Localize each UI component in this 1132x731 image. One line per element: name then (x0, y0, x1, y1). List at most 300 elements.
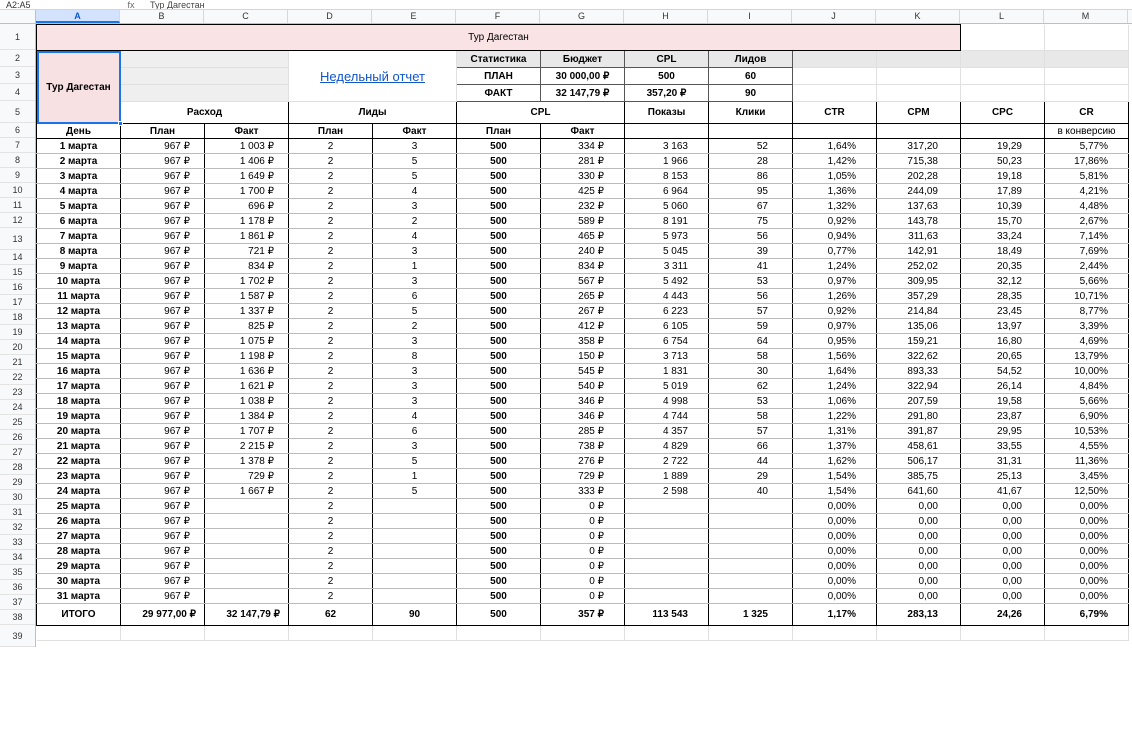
cell-day[interactable]: 19 марта (37, 409, 121, 424)
row-header-12[interactable]: 12 (0, 213, 35, 228)
cell-cr[interactable]: 4,48% (1045, 199, 1129, 214)
row-header-2[interactable]: 2 (0, 50, 35, 67)
cell-empty[interactable] (457, 626, 541, 641)
cell-clicks[interactable]: 64 (709, 334, 793, 349)
cell-K4[interactable] (877, 85, 961, 102)
group-header-cpl[interactable]: CPL (457, 102, 625, 124)
cell-cpc[interactable]: 0,00 (961, 544, 1045, 559)
total-leads-fact[interactable]: 90 (373, 604, 457, 626)
cell-ctr[interactable]: 0,92% (793, 214, 877, 229)
cell-cpc[interactable]: 33,55 (961, 439, 1045, 454)
column-header-F[interactable]: F (456, 10, 540, 23)
cell-cpl-plan[interactable]: 500 (457, 424, 541, 439)
cell-impressions[interactable] (625, 589, 709, 604)
row-header-17[interactable]: 17 (0, 295, 35, 310)
cell-cr[interactable]: 4,55% (1045, 439, 1129, 454)
title-cell[interactable]: Тур Дагестан (37, 25, 961, 51)
column-header-M[interactable]: M (1044, 10, 1128, 23)
cell-cpc[interactable]: 20,35 (961, 259, 1045, 274)
cell-day[interactable]: 24 марта (37, 484, 121, 499)
cell-leads-plan[interactable]: 2 (289, 394, 373, 409)
cell-expense-plan[interactable]: 967 ₽ (121, 424, 205, 439)
cell-empty[interactable] (1045, 626, 1129, 641)
cell-cr[interactable]: 0,00% (1045, 574, 1129, 589)
row-header-23[interactable]: 23 (0, 385, 35, 400)
cell-leads-plan[interactable]: 2 (289, 274, 373, 289)
row-header-18[interactable]: 18 (0, 310, 35, 325)
cell-expense-fact[interactable] (205, 589, 289, 604)
cell-cpc[interactable]: 31,31 (961, 454, 1045, 469)
cell-leads-fact[interactable]: 3 (373, 199, 457, 214)
cell-ctr[interactable]: 0,00% (793, 529, 877, 544)
cell-clicks[interactable] (709, 574, 793, 589)
cell-leads-plan[interactable]: 2 (289, 364, 373, 379)
cell-expense-fact[interactable]: 1 667 ₽ (205, 484, 289, 499)
cell-cpm[interactable]: 0,00 (877, 499, 961, 514)
cell-cpc[interactable]: 0,00 (961, 529, 1045, 544)
table-row[interactable] (37, 319, 1129, 334)
group-header-cpm[interactable]: CPM (877, 102, 961, 124)
row-header-7[interactable]: 7 (0, 138, 35, 153)
cell-expense-fact[interactable]: 1 861 ₽ (205, 229, 289, 244)
select-all-corner[interactable] (0, 10, 36, 23)
cell-cpl-plan[interactable]: 500 (457, 289, 541, 304)
stats-fact-budget[interactable]: 32 147,79 ₽ (541, 85, 625, 102)
row-header-28[interactable]: 28 (0, 460, 35, 475)
cell-expense-plan[interactable]: 967 ₽ (121, 394, 205, 409)
cell-cr[interactable]: 6,90% (1045, 409, 1129, 424)
total-leads-plan[interactable]: 62 (289, 604, 373, 626)
cell-cpm[interactable]: 207,59 (877, 394, 961, 409)
name-box[interactable]: A2:A5 (6, 0, 31, 10)
total-expense-plan[interactable]: 29 977,00 ₽ (121, 604, 205, 626)
cell-cpl-plan[interactable]: 500 (457, 379, 541, 394)
cell-clicks[interactable] (709, 589, 793, 604)
cell-clicks[interactable]: 56 (709, 229, 793, 244)
cell-leads-fact[interactable]: 5 (373, 169, 457, 184)
column-header-A[interactable]: A (36, 10, 120, 23)
total-expense-fact[interactable]: 32 147,79 ₽ (205, 604, 289, 626)
cell-ctr[interactable]: 1,54% (793, 469, 877, 484)
table-row[interactable] (37, 289, 1129, 304)
cell-cpm[interactable]: 322,94 (877, 379, 961, 394)
cell-expense-plan[interactable]: 967 ₽ (121, 154, 205, 169)
cell-impressions[interactable]: 1 889 (625, 469, 709, 484)
cell-cpl-fact[interactable]: 334 ₽ (541, 139, 625, 154)
cell-expense-fact[interactable]: 1 636 ₽ (205, 364, 289, 379)
cell-cpl-plan[interactable]: 500 (457, 439, 541, 454)
cell-expense-plan[interactable]: 967 ₽ (121, 574, 205, 589)
stats-fact-cpl[interactable]: 357,20 ₽ (625, 85, 709, 102)
cell-impressions[interactable]: 2 722 (625, 454, 709, 469)
cell-ctr[interactable]: 1,54% (793, 484, 877, 499)
stats-plan-cpl[interactable]: 500 (625, 68, 709, 85)
subheader-ctr[interactable] (793, 124, 877, 139)
cell-expense-plan[interactable]: 967 ₽ (121, 319, 205, 334)
cell-leads-fact[interactable]: 2 (373, 319, 457, 334)
cell-cpc[interactable]: 29,95 (961, 424, 1045, 439)
table-row[interactable] (37, 229, 1129, 244)
table-row[interactable] (37, 589, 1129, 604)
cell-clicks[interactable]: 39 (709, 244, 793, 259)
table-row[interactable] (37, 334, 1129, 349)
cell-cpl-plan[interactable]: 500 (457, 559, 541, 574)
column-header-D[interactable]: D (288, 10, 372, 23)
cell-leads-fact[interactable]: 2 (373, 214, 457, 229)
table-row[interactable] (37, 25, 1129, 51)
cell-impressions[interactable]: 4 829 (625, 439, 709, 454)
cell-leads-plan[interactable]: 2 (289, 424, 373, 439)
cell-cpm[interactable]: 309,95 (877, 274, 961, 289)
row-header-1[interactable]: 1 (0, 24, 35, 50)
cell-cpl-plan[interactable]: 500 (457, 514, 541, 529)
stats-header-budget[interactable]: Бюджет (541, 51, 625, 68)
cell-expense-fact[interactable]: 834 ₽ (205, 259, 289, 274)
subheader-cr-note[interactable]: в конверсию (1045, 124, 1129, 139)
table-row[interactable] (37, 484, 1129, 499)
cell-cpm[interactable]: 202,28 (877, 169, 961, 184)
cell-cpl-fact[interactable]: 346 ₽ (541, 409, 625, 424)
cell-cpl-plan[interactable]: 500 (457, 199, 541, 214)
cell-cpm[interactable]: 291,80 (877, 409, 961, 424)
cell-expense-fact[interactable]: 1 649 ₽ (205, 169, 289, 184)
cell-cpl-plan[interactable]: 500 (457, 214, 541, 229)
row-header-10[interactable]: 10 (0, 183, 35, 198)
subheader-cpl-plan[interactable]: План (457, 124, 541, 139)
subheader-expense-plan[interactable]: План (121, 124, 205, 139)
cell-clicks[interactable]: 66 (709, 439, 793, 454)
cell-cr[interactable]: 10,71% (1045, 289, 1129, 304)
cell-expense-plan[interactable]: 967 ₽ (121, 229, 205, 244)
table-row[interactable] (37, 274, 1129, 289)
cell-ctr[interactable]: 0,95% (793, 334, 877, 349)
cell-leads-plan[interactable]: 2 (289, 559, 373, 574)
cell-leads-fact[interactable] (373, 529, 457, 544)
cell-leads-plan[interactable]: 2 (289, 409, 373, 424)
cell-expense-fact[interactable] (205, 574, 289, 589)
cell-ctr[interactable]: 1,06% (793, 394, 877, 409)
cell-expense-plan[interactable]: 967 ₽ (121, 199, 205, 214)
subheader-clicks[interactable] (709, 124, 793, 139)
table-row[interactable] (37, 102, 1129, 124)
cell-empty[interactable] (877, 626, 961, 641)
cell-empty[interactable] (37, 626, 121, 641)
cell-impressions[interactable] (625, 529, 709, 544)
cell-day[interactable]: 8 марта (37, 244, 121, 259)
cell-expense-fact[interactable] (205, 559, 289, 574)
cell-J4[interactable] (793, 85, 877, 102)
cell-expense-plan[interactable]: 967 ₽ (121, 274, 205, 289)
cell-impressions[interactable]: 8 191 (625, 214, 709, 229)
cell-cpc[interactable]: 0,00 (961, 499, 1045, 514)
cell-cpl-plan[interactable]: 500 (457, 484, 541, 499)
cell-leads-plan[interactable]: 2 (289, 529, 373, 544)
cell-clicks[interactable] (709, 499, 793, 514)
row-header-15[interactable]: 15 (0, 265, 35, 280)
cell-cpc[interactable]: 20,65 (961, 349, 1045, 364)
cell-leads-fact[interactable]: 1 (373, 259, 457, 274)
cell-day[interactable]: 28 марта (37, 544, 121, 559)
cell-expense-fact[interactable] (205, 514, 289, 529)
cell-cr[interactable]: 13,79% (1045, 349, 1129, 364)
cell-expense-plan[interactable]: 967 ₽ (121, 169, 205, 184)
cell-cpm[interactable]: 357,29 (877, 289, 961, 304)
cell-cpm[interactable]: 506,17 (877, 454, 961, 469)
cell-expense-fact[interactable]: 1 198 ₽ (205, 349, 289, 364)
cell-expense-plan[interactable]: 967 ₽ (121, 289, 205, 304)
cell-J3[interactable] (793, 68, 877, 85)
table-row[interactable] (37, 154, 1129, 169)
cell-cpl-fact[interactable]: 330 ₽ (541, 169, 625, 184)
cell-J2[interactable] (793, 51, 877, 68)
cell-day[interactable]: 3 марта (37, 169, 121, 184)
cell-cr[interactable]: 0,00% (1045, 544, 1129, 559)
cell-clicks[interactable]: 53 (709, 394, 793, 409)
cell-clicks[interactable]: 56 (709, 289, 793, 304)
cell-expense-fact[interactable]: 1 702 ₽ (205, 274, 289, 289)
cell-M2[interactable] (1045, 51, 1129, 68)
cell-cr[interactable]: 5,77% (1045, 139, 1129, 154)
cell-expense-fact[interactable]: 1 587 ₽ (205, 289, 289, 304)
cell-cr[interactable]: 4,69% (1045, 334, 1129, 349)
cell-ctr[interactable]: 1,26% (793, 289, 877, 304)
cell-impressions[interactable]: 1 831 (625, 364, 709, 379)
cell-impressions[interactable] (625, 499, 709, 514)
cell-cpm[interactable]: 214,84 (877, 304, 961, 319)
table-row[interactable] (37, 184, 1129, 199)
subheader-cpm[interactable] (877, 124, 961, 139)
cell-expense-plan[interactable]: 967 ₽ (121, 334, 205, 349)
row-header-20[interactable]: 20 (0, 340, 35, 355)
cell-cpm[interactable]: 385,75 (877, 469, 961, 484)
cell-expense-fact[interactable]: 1 038 ₽ (205, 394, 289, 409)
row-header-22[interactable]: 22 (0, 370, 35, 385)
row-header-25[interactable]: 25 (0, 415, 35, 430)
cell-impressions[interactable] (625, 514, 709, 529)
cell-expense-fact[interactable]: 825 ₽ (205, 319, 289, 334)
cell-cpc[interactable]: 19,58 (961, 394, 1045, 409)
cell-leads-plan[interactable]: 2 (289, 484, 373, 499)
cell-expense-plan[interactable]: 967 ₽ (121, 454, 205, 469)
table-row[interactable] (37, 544, 1129, 559)
cell-clicks[interactable] (709, 559, 793, 574)
cell-ctr[interactable]: 1,42% (793, 154, 877, 169)
stats-fact-leads[interactable]: 90 (709, 85, 793, 102)
cell-cpl-fact[interactable]: 333 ₽ (541, 484, 625, 499)
cell-B2[interactable] (121, 51, 289, 68)
cell-clicks[interactable] (709, 529, 793, 544)
cell-cpm[interactable]: 893,33 (877, 364, 961, 379)
cell-ctr[interactable]: 1,22% (793, 409, 877, 424)
table-row[interactable] (37, 199, 1129, 214)
cell-expense-fact[interactable]: 1 384 ₽ (205, 409, 289, 424)
row-header-5[interactable]: 5 (0, 101, 35, 123)
cell-day[interactable]: 23 марта (37, 469, 121, 484)
cell-ctr[interactable]: 0,77% (793, 244, 877, 259)
row-header-21[interactable]: 21 (0, 355, 35, 370)
cell-ctr[interactable]: 0,00% (793, 559, 877, 574)
cell-ctr[interactable]: 1,24% (793, 259, 877, 274)
cell-M4[interactable] (1045, 85, 1129, 102)
column-header-L[interactable]: L (960, 10, 1044, 23)
total-cpc[interactable]: 24,26 (961, 604, 1045, 626)
cell-clicks[interactable]: 52 (709, 139, 793, 154)
group-header-expense[interactable]: Расход (121, 102, 289, 124)
row-header-11[interactable]: 11 (0, 198, 35, 213)
cell-expense-plan[interactable]: 967 ₽ (121, 544, 205, 559)
cell-cpl-plan[interactable]: 500 (457, 319, 541, 334)
cell-day[interactable]: 10 марта (37, 274, 121, 289)
cell-impressions[interactable]: 2 598 (625, 484, 709, 499)
cell-leads-fact[interactable] (373, 544, 457, 559)
table-row[interactable] (37, 409, 1129, 424)
cell-leads-plan[interactable]: 2 (289, 514, 373, 529)
cell-cr[interactable]: 8,77% (1045, 304, 1129, 319)
cell-clicks[interactable]: 57 (709, 304, 793, 319)
total-impressions[interactable]: 113 543 (625, 604, 709, 626)
cell-cpl-fact[interactable]: 465 ₽ (541, 229, 625, 244)
total-clicks[interactable]: 1 325 (709, 604, 793, 626)
cell-cr[interactable]: 3,45% (1045, 469, 1129, 484)
cell-expense-plan[interactable]: 967 ₽ (121, 469, 205, 484)
cell-expense-plan[interactable]: 967 ₽ (121, 379, 205, 394)
table-row[interactable] (37, 304, 1129, 319)
cell-expense-fact[interactable] (205, 544, 289, 559)
cell-cpl-fact[interactable]: 0 ₽ (541, 514, 625, 529)
cell-cpl-fact[interactable]: 0 ₽ (541, 574, 625, 589)
stats-plan-leads[interactable]: 60 (709, 68, 793, 85)
cell-expense-fact[interactable]: 696 ₽ (205, 199, 289, 214)
cell-clicks[interactable]: 28 (709, 154, 793, 169)
cell-B3[interactable] (121, 68, 289, 85)
subheader-leads-fact[interactable]: Факт (373, 124, 457, 139)
cell-cpl-plan[interactable]: 500 (457, 349, 541, 364)
cell-day[interactable]: 12 марта (37, 304, 121, 319)
cell-leads-fact[interactable]: 3 (373, 394, 457, 409)
cell-cpl-fact[interactable]: 232 ₽ (541, 199, 625, 214)
cell-cpl-plan[interactable]: 500 (457, 334, 541, 349)
cell-cpl-plan[interactable]: 500 (457, 139, 541, 154)
row-header-29[interactable]: 29 (0, 475, 35, 490)
cell-cpl-plan[interactable]: 500 (457, 304, 541, 319)
table-row[interactable] (37, 499, 1129, 514)
cell-day[interactable]: 26 марта (37, 514, 121, 529)
cell-empty[interactable] (541, 626, 625, 641)
cell-leads-fact[interactable]: 5 (373, 304, 457, 319)
cell-leads-fact[interactable]: 3 (373, 334, 457, 349)
table-row[interactable] (37, 51, 1129, 68)
row-header-9[interactable]: 9 (0, 168, 35, 183)
cell-L1[interactable] (961, 25, 1045, 51)
cell-cpl-plan[interactable]: 500 (457, 454, 541, 469)
row-header-36[interactable]: 36 (0, 580, 35, 595)
cell-cpl-fact[interactable]: 358 ₽ (541, 334, 625, 349)
cell-cpl-fact[interactable]: 567 ₽ (541, 274, 625, 289)
group-header-cr[interactable]: CR (1045, 102, 1129, 124)
cell-leads-fact[interactable] (373, 514, 457, 529)
cell-clicks[interactable] (709, 514, 793, 529)
cell-leads-fact[interactable] (373, 559, 457, 574)
cell-cpl-fact[interactable]: 0 ₽ (541, 559, 625, 574)
table-row[interactable] (37, 259, 1129, 274)
cell-clicks[interactable]: 59 (709, 319, 793, 334)
cell-leads-fact[interactable]: 1 (373, 469, 457, 484)
cell-cr[interactable]: 0,00% (1045, 529, 1129, 544)
cell-day[interactable]: 18 марта (37, 394, 121, 409)
cell-leads-plan[interactable]: 2 (289, 589, 373, 604)
cell-cpl-plan[interactable]: 500 (457, 244, 541, 259)
cell-empty[interactable] (709, 626, 793, 641)
cell-impressions[interactable]: 5 973 (625, 229, 709, 244)
cell-leads-plan[interactable]: 2 (289, 289, 373, 304)
cell-ctr[interactable]: 1,37% (793, 439, 877, 454)
cell-cpc[interactable]: 33,24 (961, 229, 1045, 244)
cell-leads-plan[interactable]: 2 (289, 379, 373, 394)
cell-expense-fact[interactable] (205, 529, 289, 544)
table-row[interactable] (37, 424, 1129, 439)
data-grid[interactable] (36, 24, 1129, 641)
column-header-K[interactable]: K (876, 10, 960, 23)
cell-cr[interactable]: 0,00% (1045, 589, 1129, 604)
row-header-34[interactable]: 34 (0, 550, 35, 565)
cell-expense-fact[interactable]: 1 178 ₽ (205, 214, 289, 229)
table-row[interactable] (37, 169, 1129, 184)
cell-day[interactable]: 30 марта (37, 574, 121, 589)
subheader-leads-plan[interactable]: План (289, 124, 373, 139)
cell-cpc[interactable]: 23,87 (961, 409, 1045, 424)
cell-leads-plan[interactable]: 2 (289, 184, 373, 199)
row-header-16[interactable]: 16 (0, 280, 35, 295)
cell-cpl-plan[interactable]: 500 (457, 184, 541, 199)
cell-day[interactable]: 31 марта (37, 589, 121, 604)
cell-cpl-fact[interactable]: 412 ₽ (541, 319, 625, 334)
cell-day[interactable]: 25 марта (37, 499, 121, 514)
cell-expense-plan[interactable]: 967 ₽ (121, 184, 205, 199)
cell-clicks[interactable]: 75 (709, 214, 793, 229)
total-ctr[interactable]: 1,17% (793, 604, 877, 626)
cell-leads-plan[interactable]: 2 (289, 304, 373, 319)
row-header-13[interactable]: 13 (0, 228, 35, 250)
group-header-leads[interactable]: Лиды (289, 102, 457, 124)
cell-ctr[interactable]: 0,94% (793, 229, 877, 244)
table-row[interactable] (37, 379, 1129, 394)
cell-expense-plan[interactable]: 967 ₽ (121, 214, 205, 229)
cell-cpl-fact[interactable]: 281 ₽ (541, 154, 625, 169)
cell-empty[interactable] (205, 626, 289, 641)
row-header-27[interactable]: 27 (0, 445, 35, 460)
cell-expense-plan[interactable]: 967 ₽ (121, 514, 205, 529)
cell-clicks[interactable]: 41 (709, 259, 793, 274)
cell-cpm[interactable]: 391,87 (877, 424, 961, 439)
cell-day[interactable]: 29 марта (37, 559, 121, 574)
cell-cpm[interactable]: 715,38 (877, 154, 961, 169)
cell-ctr[interactable]: 0,00% (793, 514, 877, 529)
cell-empty[interactable] (961, 626, 1045, 641)
cell-cpl-fact[interactable]: 589 ₽ (541, 214, 625, 229)
table-row[interactable] (37, 469, 1129, 484)
table-row[interactable] (37, 349, 1129, 364)
cell-expense-fact[interactable]: 1 707 ₽ (205, 424, 289, 439)
cell-day[interactable]: 17 марта (37, 379, 121, 394)
cell-cpl-fact[interactable]: 738 ₽ (541, 439, 625, 454)
table-row[interactable] (37, 124, 1129, 139)
table-row[interactable] (37, 364, 1129, 379)
cell-ctr[interactable]: 0,00% (793, 499, 877, 514)
cell-cpc[interactable]: 23,45 (961, 304, 1045, 319)
cell-cpm[interactable]: 244,09 (877, 184, 961, 199)
table-row[interactable] (37, 244, 1129, 259)
group-header-impressions[interactable]: Показы (625, 102, 709, 124)
